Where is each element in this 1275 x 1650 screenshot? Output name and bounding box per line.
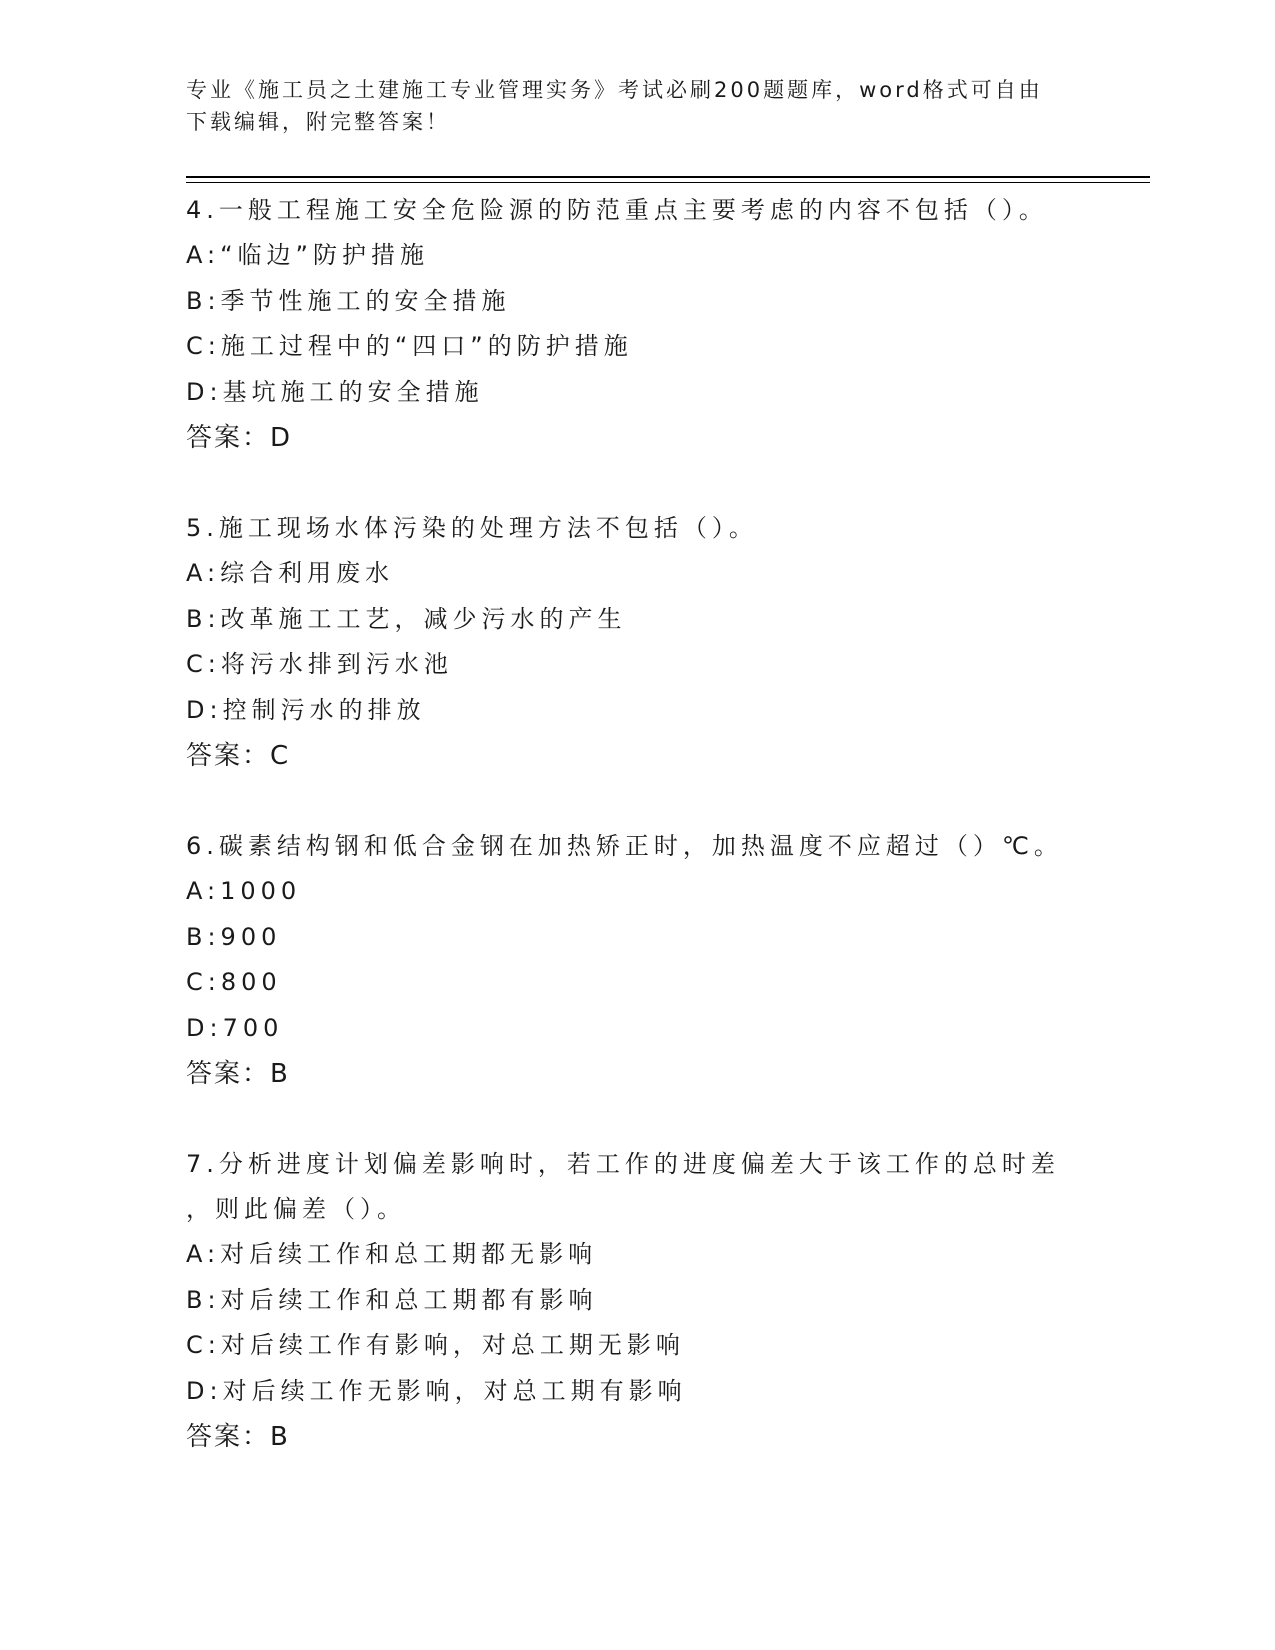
option-d: D:对后续工作无影响，对总工期有影响 [186, 1376, 687, 1405]
header-line-1: 专业《施工员之土建施工专业管理实务》考试必刷200题题库，word格式可自由 [186, 78, 1043, 102]
question-text-line-2: ，则此偏差（）。 [186, 1195, 406, 1223]
option-d: D:基坑施工的安全措施 [186, 377, 484, 406]
option-c: C:对后续工作有影响，对总工期无影响 [186, 1331, 685, 1359]
question-7 [186, 1142, 1126, 1460]
option-d: D:控制污水的排放 [186, 695, 426, 724]
question-text: 5.施工现场水体污染的处理方法不包括（）。 [186, 514, 758, 542]
answer-label: 答案：D [186, 423, 293, 453]
question-6 [186, 824, 1126, 1097]
option-d: D:700 [186, 1013, 284, 1042]
option-b: B:900 [186, 922, 282, 951]
header-line-2: 下载编辑，附完整答案！ [186, 110, 450, 134]
option-b: B:对后续工作和总工期都有影响 [186, 1285, 598, 1314]
header-divider-thin [186, 182, 1150, 183]
option-a: A:综合利用废水 [186, 559, 395, 587]
question-5 [186, 506, 1126, 779]
document-header [186, 74, 1086, 138]
option-c: C:800 [186, 968, 282, 996]
option-c: C:将污水排到污水池 [186, 650, 453, 678]
answer-label: 答案：B [186, 1059, 290, 1089]
answer-label: 答案：C [186, 741, 291, 771]
question-4 [186, 188, 1126, 461]
question-text: 6.碳素结构钢和低合金钢在加热矫正时，加热温度不应超过（）℃。 [186, 832, 1063, 860]
option-b: B:改革施工工艺，减少污水的产生 [186, 604, 627, 633]
question-text: 4.一般工程施工安全危险源的防范重点主要考虑的内容不包括（）。 [186, 196, 1048, 224]
header-divider-thick [186, 176, 1150, 178]
option-a: A:“临边”防护措施 [186, 241, 429, 269]
option-a: A:1000 [186, 877, 302, 905]
option-a: A:对后续工作和总工期都无影响 [186, 1240, 598, 1268]
answer-label: 答案：B [186, 1422, 290, 1452]
question-text-line-1: 7.分析进度计划偏差影响时，若工作的进度偏差大于该工作的总时差 [186, 1150, 1060, 1178]
option-c: C:施工过程中的“四口”的防护措施 [186, 332, 633, 360]
option-b: B:季节性施工的安全措施 [186, 286, 511, 315]
